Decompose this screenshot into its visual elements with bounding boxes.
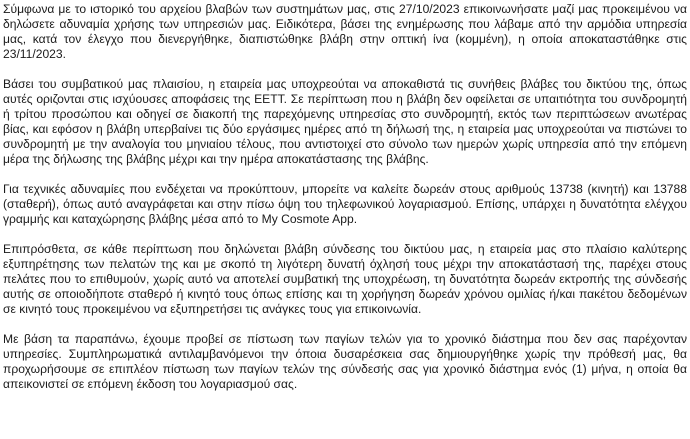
paragraph-technical-support: Για τεχνικές αδυναμίες που ενδέχεται να προκύπτουν, μπορείτε να καλείτε δωρεάν στους αριθμούς 13738 (κινητή) και 13788 (σταθερή), όπως αυτό αναγράφεται και στην πίσω όψη του τηλεφωνικού λογαριασμού. Επίσης, υπάρχει η δυνατότητα ελέγχου γραμμής και καταχώρησης βλάβης μέσα από το My Cosmote App. (3, 182, 687, 226)
paragraph-contract-framework: Βάσει του συμβατικού μας πλαισίου, η εταιρεία μας υποχρεούται να αποκαθιστά τις συνήθεις βλάβες του δικτύου της, όπως αυτές οριζονται στις ισχύουσες αποφάσεις της ΕΕΤΤ. Σε περίπτωση που η βλάβη δεν οφείλεται σε υπαιτιότητα του συνδρομητή ή τρίτου προσώπου και οδηγεί σε διακοπή της παρεχόμενης υπηρεσίας στο συνδρομητή, εκτός των περιπτώσεων ανωτέρας βίας, και εφόσον η βλάβη υπερβαίνει τις δύο εργάσιμες ημέρες από τη δήλωσή της, η εταιρεία μας υποχρεούται να πιστώνει το συνδρομητή με την αναλογία του μηνιαίου τέλους, που αντιστοιχεί στο σύνολο των ημερών χωρίς υπηρεσία από την επόμενη μέρα της δήλωσης της βλάβης μέχρι και την ημέρα αποκατάστασης της βλάβης. (3, 77, 687, 166)
paragraph-credit-resolution: Με βάση τα παραπάνω, έχουμε προβεί σε πίστωση των παγίων τελών για το χρονικό διάστημα που δεν σας παρέχονταν υπηρεσίες. Συμπληρωματικά αντιλαμβανόμενοι την όποια δυσαρέσκεια σας δημιουργήθηκε χωρίς την πρόθεσή μας, θα προχωρήσουμε σε επιπλέον πίστωση των παγίων τελών της σύνδεσής σας για χρονικό διάστημα ενός (1) μήνα, η οποία θα απεικονιστεί σε επόμενη έκδοση του λογαριασμού σας. (3, 332, 687, 391)
paragraph-call-forwarding: Επιπρόσθετα, σε κάθε περίπτωση που δηλώνεται βλάβη σύνδεσης του δικτύου μας, η εταιρεία μας στο πλαίσιο καλύτερης εξυπηρέτησης των πελατών της και με σκοπό τη λιγότερη δυνατή όχλησή τους μέχρι την αποκατάστασή της, παρέχει στους πελάτες που το επιθυμούν, χωρίς αυτό να αποτελεί συμβατική της υποχρέωση, τη δυνατότητα δωρεάν εκτροπής της σύνδεσής αυτής σε οποιοδήποτε σταθερό ή κινητό τους όπως επίσης και τη χορήγηση δωρεάν χρόνου ομιλίας ή/και πακέτου δεδομένων σε κινητό τους προκειμένου να εξυπηρετήσει τις ανάγκες τους για επικοινωνία. (3, 242, 687, 316)
paragraph-fault-history: Σύμφωνα με το ιστορικό του αρχείου βλαβών των συστημάτων μας, στις 27/10/2023 επικοινωνήσατε μαζί μας προκειμένου να δηλώσετε αδυναμία χρήσης των υπηρεσιών μας. Ειδικότερα, βάσει της ενημέρωσης που λάβαμε από την αρμόδια υπηρεσία μας, κατά τον έλεγχο που διενεργήθηκε, διαπιστώθηκε βλάβη στην οπτική ίνα (κομμένη), η οποία αποκαταστάθηκε στις 23/11/2023. (3, 2, 687, 61)
